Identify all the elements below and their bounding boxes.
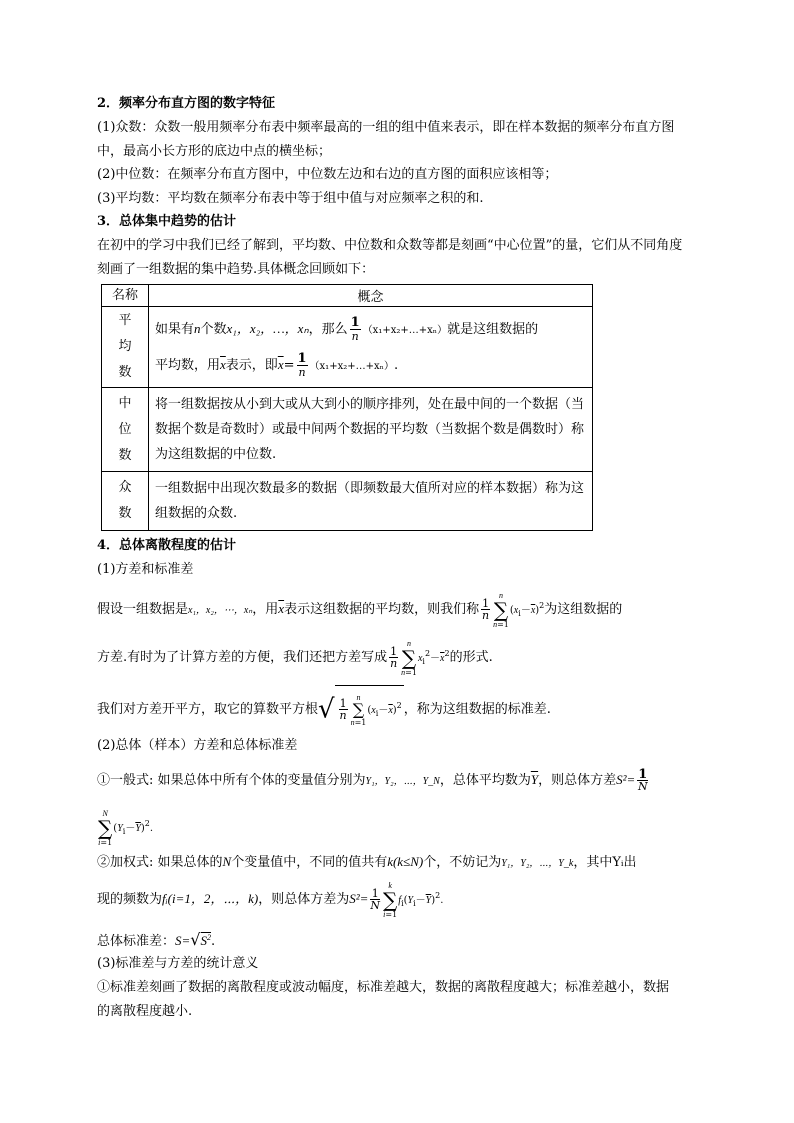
central-tendency-intro-line2: 刻画了一组数据的集中趋势.具体概念回顾如下： [97, 262, 375, 277]
sigma-symbol: n ∑ n=1 [493, 590, 509, 629]
variance-subheading: (1)方差和标准差 [97, 562, 194, 577]
statistical-meaning-line2: 的离散程度越小. [97, 1004, 193, 1019]
population-variance-subheading: (2)总体（样本）方差和总体标准差 [97, 738, 298, 753]
mode-paragraph-line1: (1)众数：众数一般用频率分布表中频率最高的一组的组中值来表示，即在样本数据的频率分布直方图 [97, 120, 675, 135]
row-name-mode: 众 数 [102, 472, 149, 531]
table-header-name: 名称 [102, 285, 149, 307]
table-header-concept: 概念 [149, 285, 593, 307]
weighted-form-line1: ②加权式: 如果总体的N个变量值中，不同的值共有k(k≤N)个，不妨记为Y₁，Y₂，⋯，Y_k，其中Yᵢ出 [97, 854, 637, 870]
one-over-n-fraction: $\frac{1}{n}$ [350, 315, 360, 343]
general-form-line1: ①一般式: 如果总体中所有个体的变量值分别为Y₁，Y₂，⋯，Y_N，总体平均数为$\overline{Y}$，则总体方差S²= $\frac{1}{N}$ [97, 767, 648, 793]
variance-definition-line1: 假设一组数据是x₁，x₂，⋯，xₙ，用$\overline{x}$表示这组数据的平均数，则我们称 $\frac{1}{n}$ n ∑ $n=1(x_i-\overline{x})^2$为这组数据的 [97, 590, 623, 629]
section-4-heading: 4．总体离散程度的估计 [97, 538, 237, 553]
mean-paragraph: (3)平均数：平均数在频率分布表中等于组中值与对应频率之积的和. [97, 191, 484, 206]
x-bar: $\overline{x}$ [278, 601, 285, 616]
section-3-heading: 3．总体集中趋势的估计 [97, 214, 237, 229]
population-standard-deviation: 总体标准差：$S=√S^2$. [97, 930, 216, 949]
row-concept-median: 将一组数据按从小到大或从大到小的顺序排列，处在最中间的一个数据（当数据个数是奇数时）或最中间两个数据的平均数（当数据个数是偶数时）称为这组数据的中位数. [149, 388, 593, 472]
table-row-mean [102, 307, 593, 388]
section-2-heading: 2．频率分布直方图的数字特征 [97, 96, 276, 111]
row-concept-mean: 如果有n个数x₁，x₂，…，xₙ，那么 $\frac{1}{n}$ （x₁+x₂+…+xₙ）就是这组数据的 平均数，用$\overline{x}$表示，即$\overline{x}=$ $\frac{1}{n}$ （x₁+x₂+…+xₙ）. [149, 307, 593, 388]
variance-fraction: $\frac{1}{n}$ [482, 597, 490, 622]
statistical-meaning-line1: ①标准差刻画了数据的离散程度或波动幅度，标准差越大，数据的离散程度越大；标准差越小，数据 [97, 980, 670, 995]
concept-table [101, 284, 593, 531]
central-tendency-intro-line1: 在初中的学习中我们已经了解到，平均数、中位数和众数等都是刻画“中心位置”的量，它们从不同角度 [97, 238, 683, 253]
statistical-meaning-subheading: (3)标准差与方差的统计意义 [97, 956, 259, 971]
row-name-mean: 平 均 数 [102, 307, 149, 388]
general-form-line2: N ∑ $i=1(Y_i-\overline{Y})^2$. [98, 808, 154, 847]
table-row-mode [102, 472, 593, 531]
mode-paragraph-line2: 中，最高小长方形的底边中点的横坐标； [97, 144, 332, 159]
sqrt-symbol: √ $\frac{1}{n}$ n ∑ $n=1(x_i-\overline{x})^2$ [318, 685, 404, 734]
row-concept-mode: 一组数据中出现次数最多的数据（即频数最大值所对应的样本数据）称为这组数据的众数. [149, 472, 593, 531]
table-row-median [102, 388, 593, 472]
row-name-median: 中 位 数 [102, 388, 149, 472]
median-paragraph: (2)中位数：在频率分布直方图中，中位数左边和右边的直方图的面积应该相等； [97, 167, 558, 182]
weighted-form-line2: 现的频数为fᵢ(i=1，2，⋯，k)，则总体方差为S²= $\frac{1}{N}$ k ∑ $i=1f_i(Y_i-\overline{Y})^2$. [97, 880, 444, 919]
variance-definition-line2: 方差.有时为了计算方差的方便，我们还把方差写成 $\frac{1}{n}$ n ∑ $n=1x_i^2-\overline{x}^2$的形式. [97, 638, 493, 677]
standard-deviation-definition: 我们对方差开平方，取它的算数平方根√ $\frac{1}{n}$ n ∑ $n=1(x_i-\overline{x})^2$ ，称为这组数据的标准差. [97, 685, 717, 725]
